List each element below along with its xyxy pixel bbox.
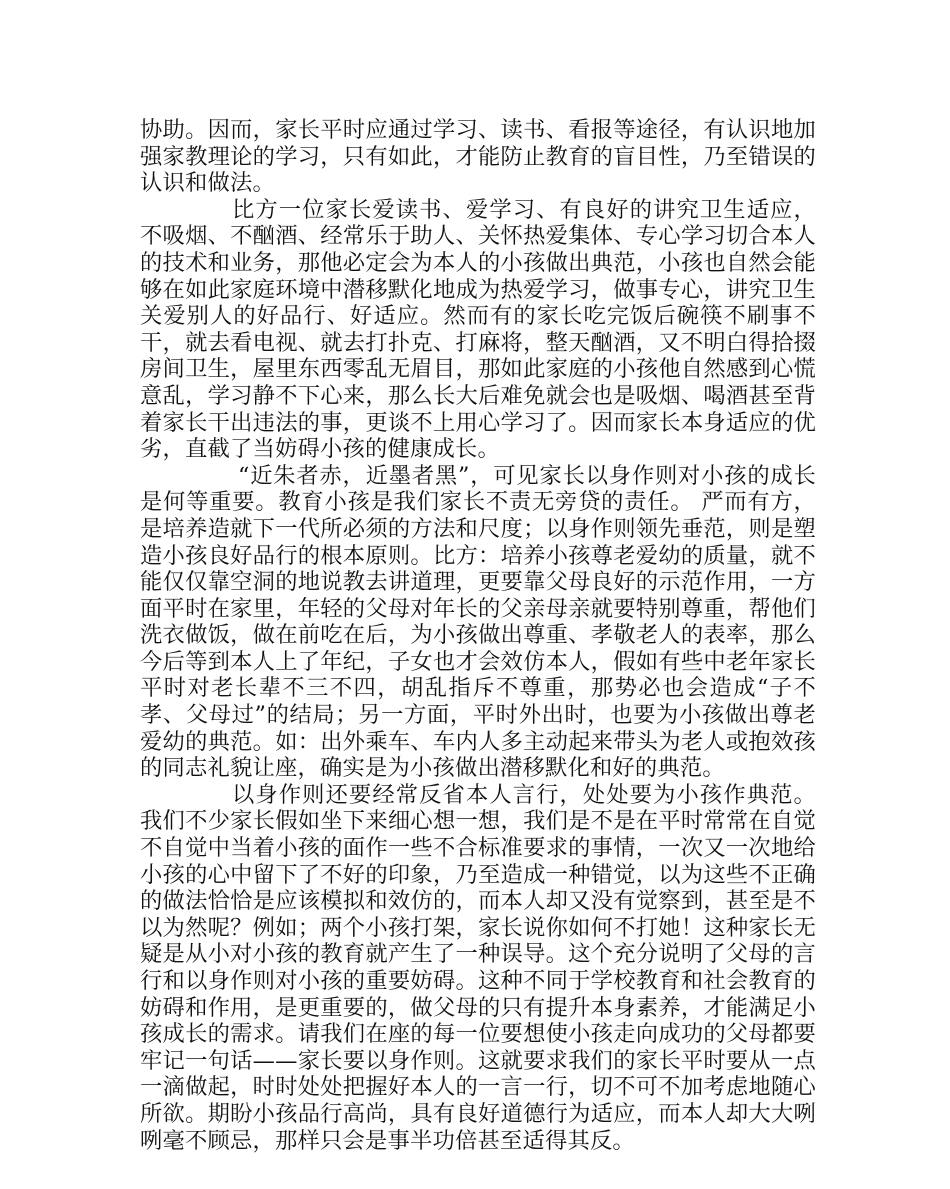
paragraph-1: 协助。因而，家长平时应通过学习、读书、看报等途径，有认识地加强家教理论的学习，只有如此，才能防止教育的盲目性，乃至错误的认识和做法。: [140, 117, 816, 197]
paragraph-3: “近朱者赤，近墨者黑”，可见家长以身作则对小孩的成长是何等重要。教育小孩是我们家长不责无旁贷的责任。 严而有方，是培养造就下一代所必须的方法和尺度；以身作则领先垂范，则是塑造小孩良好品行的根本原则。比方：培养小孩尊老爱幼的质量，就不能仅仅靠空洞的地说教去讲道理，更要靠父母良好的示范作用，一方面平时在家里，年轻的父母对年长的父亲母亲就要特别尊重，帮他们洗衣做饭，做在前吃在后，为小孩做出尊重、孝敬老人的表率，那么今后等到本人上了年纪，子女也才会效仿本人，假如有些中老年家长平时对老长辈不三不四，胡乱指斥不尊重，那势必也会造成“子不孝、父母过”的结局；另一方面，平时外出时，也要为小孩做出尊老爱幼的典范。如：出外乘车、车内人多主动起来带头为老人或抱效孩的同志礼貌让座，确实是为小孩做出潜移默化和好的典范。: [140, 462, 816, 782]
paragraph-2: 比方一位家长爱读书、爱学习、有良好的讲究卫生适应，不吸烟、不酗酒、经常乐于助人、关怀热爱集体、专心学习切合本人的技术和业务，那他必定会为本人的小孩做出典范，小孩也自然会能够在如此家庭环境中潜移默化地成为热爱学习，做事专心，讲究卫生关爱别人的好品行、好适应。然而有的家长吃完饭后碗筷不刷事不干，就去看电视、就去打扑克、打麻将，整天酗酒，又不明白得拾掇房间卫生，屋里东西零乱无眉目，那如此家庭的小孩他自然感到心慌意乱，学习静不下心来，那么长大后难免就会也是吸烟、喝酒甚至背着家长干出违法的事，更谈不上用心学习了。因而家长本身适应的优劣，直截了当妨碍小孩的健康成长。: [140, 196, 816, 463]
document-body: [140, 117, 816, 1154]
paragraph-4: 以身作则还要经常反省本人言行，处处要为小孩作典范。我们不少家长假如坐下来细心想一想，我们是不是在平时常常在自觉不自觉中当着小孩的面作一些不合标准要求的事情，一次又一次地给小孩的心中留下了不好的印象，乃至造成一种错觉，以为这些不正确的做法恰恰是应该模拟和效仿的，而本人却又没有觉察到，甚至是不以为然呢？例如；两个小孩打架，家长说你如何不打她！这种家长无疑是从小对小孩的教育就产生了一种误导。这个充分说明了父母的言行和以身作则对小孩的重要妨碍。这种不同于学校教育和社会教育的妨碍和作用，是更重要的，做父母的只有提升本身素养，才能满足小孩成长的需求。请我们在座的每一位要想使小孩走向成功的父母都要牢记一句话——家长要以身作则。这就要求我们的家长平时要从一点一滴做起，时时处处把握好本人的一言一行，切不可不加考虑地随心所欲。期盼小孩品行高尚，具有良好道德行为适应，而本人却大大咧咧毫不顾忌，那样只会是事半功倍甚至适得其反。: [140, 781, 816, 1154]
